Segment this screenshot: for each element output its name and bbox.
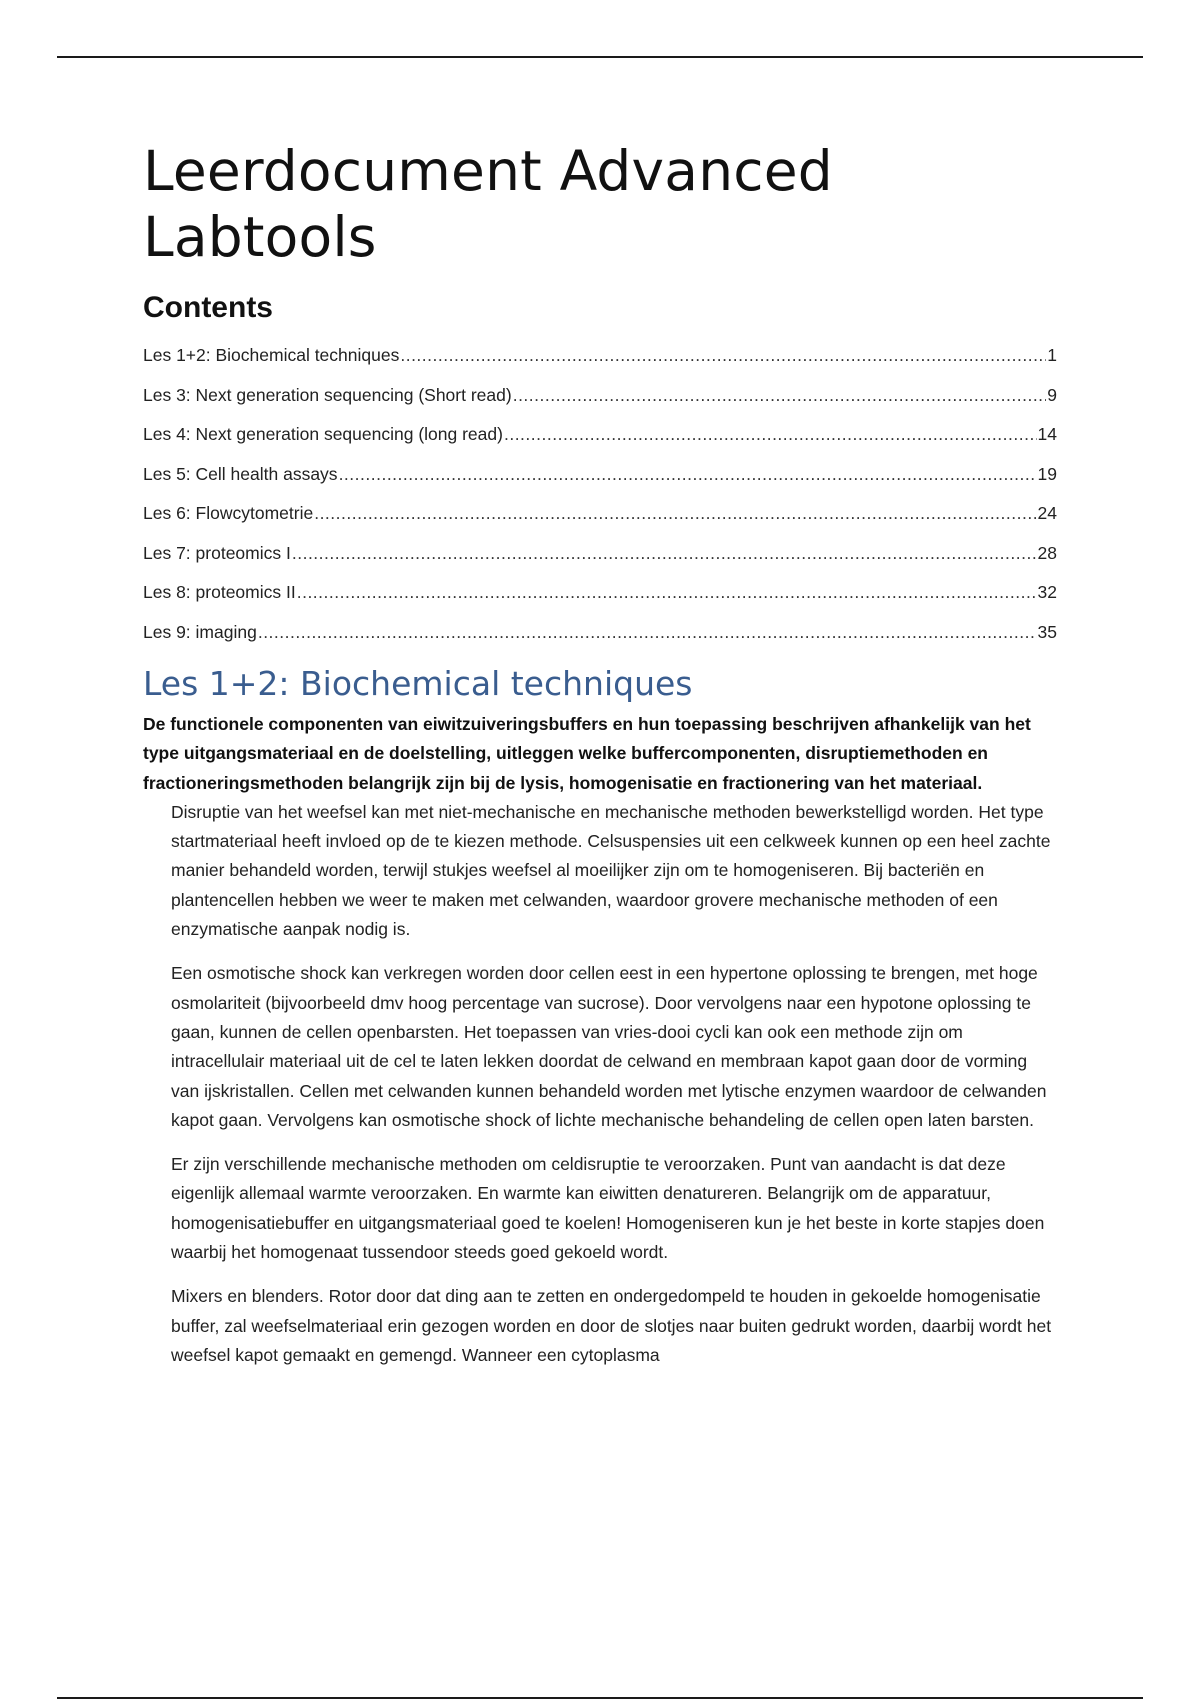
table-of-contents xyxy=(143,336,1057,652)
contents-heading: Contents xyxy=(143,291,273,324)
toc-entry-page: 28 xyxy=(1037,542,1057,563)
toc-entry-page: 32 xyxy=(1037,582,1057,602)
toc-entry[interactable] xyxy=(143,573,1057,613)
toc-dot-leader xyxy=(258,613,1037,653)
toc-entry-page: 19 xyxy=(1037,463,1057,484)
toc-entry-page: 14 xyxy=(1037,424,1057,444)
toc-entry-label: Les 3: Next generation sequencing (Short read) xyxy=(143,384,512,405)
toc-entry-page: 35 xyxy=(1037,621,1057,642)
toc-entry-page: 1 xyxy=(1047,345,1057,365)
toc-dot-leader xyxy=(400,336,1046,376)
document-title: Leerdocument Advanced Labtools xyxy=(143,139,833,269)
toc-entry[interactable] xyxy=(143,534,1057,574)
header-rule xyxy=(57,56,1143,58)
body-paragraph: Disruptie van het weefsel kan met niet-mechanische en mechanische methoden bewerkstelligd worden. Het type startmateriaal heeft invloed op de te kiezen methode. Celsuspensies uit een celkweek kunnen op een heel zachte manier behandeld worden, terwijl stukjes weefsel al moeilijker zijn om te homogeniseren. Bij bacteriën en plantencellen hebben we weer te maken met celwanden, waardoor grovere mechanische methoden of een enzymatische aanpak nodig is. xyxy=(171,801,1051,940)
toc-entry[interactable] xyxy=(143,613,1057,653)
toc-dot-leader xyxy=(513,376,1047,416)
toc-entry-label: Les 4: Next generation sequencing (long read) xyxy=(143,424,503,444)
document-page xyxy=(143,138,1057,1385)
toc-dot-leader xyxy=(504,415,1037,455)
toc-entry[interactable] xyxy=(143,376,1057,416)
toc-entry-label: Les 1+2: Biochemical techniques xyxy=(143,345,400,365)
toc-entry-page: 9 xyxy=(1047,384,1057,405)
body-paragraph: Een osmotische shock kan verkregen worden door cellen eest in een hypertone oplossing te brengen, met hoge osmolariteit (bijvoorbeeld dmv hoog percentage van sucrose). Door vervolgens naar een hypotone oplossing te gaan, kunnen de cellen openbarsten. Het toepassen van vries-dooi cycli kan ook een methode zijn om intracellulair materiaal uit de cel te laten lekken doordat de celwand en membraan kapot gaan door de vorming van ijskristallen. Cellen met celwanden kunnen behandeld worden met lytische enzymen waardoor de celwanden kapot gaan. Vervolgens kan osmotische shock of lichte mechanische behandeling de cellen open laten barsten. xyxy=(171,963,1047,1130)
toc-entry[interactable] xyxy=(143,455,1057,495)
toc-dot-leader xyxy=(339,455,1037,495)
section-heading: Les 1+2: Biochemical techniques xyxy=(143,664,693,703)
toc-dot-leader xyxy=(292,534,1037,574)
toc-entry[interactable] xyxy=(143,336,1057,376)
toc-entry[interactable] xyxy=(143,415,1057,455)
toc-entry-label: Les 8: proteomics II xyxy=(143,582,296,602)
section-lead-paragraph: De functionele componenten van eiwitzuiveringsbuffers en hun toepassing beschrijven afhankelijk van het type uitgangsmateriaal en de doelstelling, uitleggen welke buffercomponenten, disruptiemethoden en fractioneringsmethoden belangrijk zijn bij de lysis, homogenisatie en fractionering van het materiaal. xyxy=(143,714,1031,793)
toc-entry[interactable] xyxy=(143,494,1057,534)
toc-entry-label: Les 7: proteomics I xyxy=(143,542,291,563)
body-paragraph: Er zijn verschillende mechanische methoden om celdisruptie te veroorzaken. Punt van aandacht is dat deze eigenlijk allemaal warmte veroorzaken. En warmte kan eiwitten denatureren. Belangrijk om de apparatuur, homogenisatiebuffer en uitgangsmateriaal goed te koelen! Homogeniseren kun je het beste in korte stapjes doen waarbij het homogenaat tussendoor steeds goed gekoeld wordt. xyxy=(171,1154,1045,1263)
toc-entry-label: Les 6: Flowcytometrie xyxy=(143,503,314,523)
toc-dot-leader xyxy=(297,573,1037,613)
toc-entry-label: Les 5: Cell health assays xyxy=(143,463,338,484)
toc-entry-label: Les 9: imaging xyxy=(143,621,257,642)
body-paragraph: Mixers en blenders. Rotor door dat ding aan te zetten en ondergedompeld te houden in gekoelde homogenisatie buffer, zal weefselmateriaal erin gezogen worden en door de slotjes naar buiten gedrukt worden, daarbij wordt het weefsel kapot gemaakt en gemengd. Wanneer een cytoplasma xyxy=(171,1286,1052,1365)
footer-rule xyxy=(57,1697,1143,1699)
toc-entry-page: 24 xyxy=(1037,503,1057,523)
toc-dot-leader xyxy=(314,494,1036,534)
